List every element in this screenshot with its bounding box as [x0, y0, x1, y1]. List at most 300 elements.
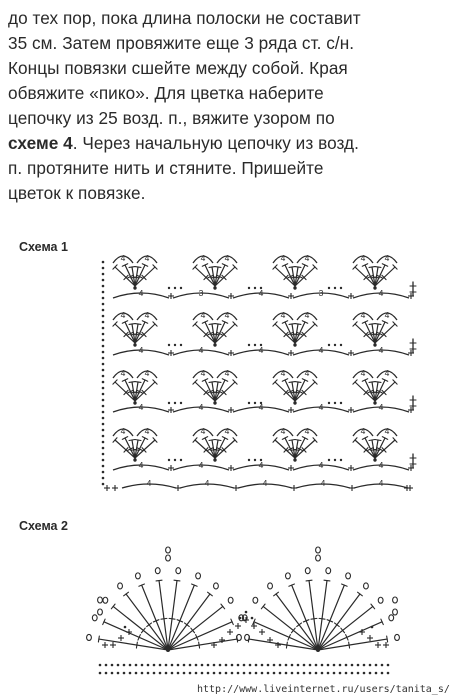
single-crochet-symbol: [375, 642, 381, 648]
fan-count-label: 4: [200, 253, 206, 263]
stitch-topbar: [129, 382, 135, 383]
chain-dot: [124, 626, 127, 629]
foundation-chain-dot: [219, 664, 222, 667]
foundation-chain-dot: [165, 664, 168, 667]
foundation-chain-dot: [141, 672, 144, 675]
fan-base-dot: [293, 343, 296, 346]
picot-chain-symbol: [305, 568, 310, 574]
scheme-2-title: Схема 2: [19, 519, 68, 533]
fan-count-label: 4: [384, 310, 390, 320]
stitch-topbar: [375, 382, 381, 383]
chain-dot: [371, 626, 374, 629]
foundation-chain-dot: [153, 672, 156, 675]
edge-chain-dot: [102, 267, 105, 270]
picot-chain-symbol: [166, 547, 171, 553]
stitch-topbar: [135, 382, 141, 383]
fan-base-dot: [293, 458, 296, 461]
chain-dot: [239, 617, 242, 620]
stitch-topbar: [135, 324, 141, 325]
chain-dot: [180, 402, 182, 404]
fan-count-label: 4: [384, 253, 390, 263]
chain-dot: [334, 459, 336, 461]
fan-base-dot: [213, 286, 216, 289]
chain-arc-label: 4: [258, 460, 264, 470]
stitch-topbar: [369, 267, 375, 268]
chain-dot: [328, 402, 330, 404]
foundation-chain-dot: [345, 672, 348, 675]
chain-dot: [180, 344, 182, 346]
stitch-topbar: [248, 636, 249, 642]
fan-base-dot: [213, 343, 216, 346]
foundation-chain-dot: [357, 664, 360, 667]
chain-arc-label: 4: [378, 460, 384, 470]
fan-base-dot: [316, 648, 320, 652]
foundation-chain-dot: [147, 664, 150, 667]
foundation-chain-dot: [351, 672, 354, 675]
text-line-3: Концы повязки сшейте между собой. Края: [8, 58, 348, 78]
foundation-chain-dot: [195, 672, 198, 675]
edge-chain-dot: [102, 375, 105, 378]
edge-chain-dot: [102, 435, 105, 438]
edge-chain-dot: [102, 303, 105, 306]
chain-dot: [328, 344, 330, 346]
foundation-chain-dot: [213, 664, 216, 667]
foundation-chain-dot: [201, 664, 204, 667]
chain-dot: [328, 287, 330, 289]
stitch-topbar: [215, 440, 221, 441]
chain-arc-label: 4: [258, 288, 264, 298]
chain-dot: [174, 402, 176, 404]
edge-chain-dot: [102, 471, 105, 474]
edge-chain-dot: [102, 429, 105, 432]
foundation-chain-dot: [297, 672, 300, 675]
foundation-chain-dot: [135, 672, 138, 675]
picot-chain-symbol: [286, 573, 291, 579]
chain-dot: [168, 459, 170, 461]
fan-count-label: 4: [304, 368, 310, 378]
text-line-5: цепочку из 25 возд. п., вяжите узором по: [8, 108, 335, 128]
edge-chain-dot: [102, 417, 105, 420]
single-crochet-symbol: [251, 623, 257, 629]
fan-base-dot: [213, 401, 216, 404]
chain-arc-label: 4: [378, 478, 384, 488]
edge-chain-dot: [102, 459, 105, 462]
single-crochet-symbol: [102, 642, 108, 648]
edge-chain-dot: [102, 297, 105, 300]
chain-arc-label: 4: [318, 345, 324, 355]
fan-count-label: 4: [280, 368, 286, 378]
foundation-chain-dot: [123, 664, 126, 667]
picot-chain-symbol: [136, 573, 141, 579]
stitch-topbar: [215, 267, 221, 268]
chain-dot: [180, 459, 182, 461]
chain-arc-label: 4: [198, 345, 204, 355]
edge-chain-dot: [102, 261, 105, 264]
picot-chain-symbol: [346, 573, 351, 579]
fan-count-label: 4: [224, 253, 230, 263]
fan-count-label: 4: [200, 310, 206, 320]
single-crochet-symbol: [259, 629, 265, 635]
stitch-topbar: [387, 636, 388, 642]
fan-base-dot: [293, 286, 296, 289]
text-line-4: обвяжите «пико». Для цветка наберите: [8, 83, 324, 103]
foundation-chain-dot: [267, 672, 270, 675]
stitch-topbar: [369, 324, 375, 325]
foundation-chain-dot: [387, 672, 390, 675]
foundation-chain-dot: [333, 664, 336, 667]
fan-count-label: 4: [144, 253, 150, 263]
foundation-chain-dot: [111, 672, 114, 675]
foundation-chain-dot: [99, 672, 102, 675]
edge-chain-dot: [102, 411, 105, 414]
chain-dot: [245, 611, 248, 614]
stitch-topbar: [375, 324, 381, 325]
foundation-chain-dot: [177, 664, 180, 667]
edge-chain-dot: [102, 399, 105, 402]
foundation-chain-dot: [249, 664, 252, 667]
foundation-chain-dot: [309, 672, 312, 675]
fan-count-label: 4: [360, 426, 366, 436]
stitch-topbar: [289, 324, 295, 325]
edge-chain-dot: [102, 285, 105, 288]
chain-dot: [334, 402, 336, 404]
chain-dot: [168, 402, 170, 404]
foundation-chain-dot: [381, 664, 384, 667]
fan-count-label: 4: [280, 426, 286, 436]
fan-stitch: [249, 639, 318, 650]
fan-base-dot: [133, 286, 136, 289]
stitch-topbar: [209, 324, 215, 325]
foundation-chain-dot: [147, 672, 150, 675]
foundation-chain-dot: [345, 664, 348, 667]
chain-dot: [340, 402, 342, 404]
fan-count-label: 4: [144, 368, 150, 378]
chain-dot: [334, 287, 336, 289]
chain-arc-label: 4: [258, 345, 264, 355]
chain-arc-label: 4: [138, 460, 144, 470]
stitch-topbar: [209, 382, 215, 383]
edge-chain-dot: [102, 315, 105, 318]
foundation-chain-dot: [279, 664, 282, 667]
fan-base-dot: [373, 458, 376, 461]
chain-arc-label: 3: [198, 288, 204, 298]
picot-chain-symbol: [364, 583, 369, 589]
edge-chain-dot: [102, 327, 105, 330]
stitch-topbar: [209, 440, 215, 441]
foundation-chain-dot: [297, 664, 300, 667]
foundation-chain-dot: [255, 664, 258, 667]
single-crochet-symbol: [383, 642, 389, 648]
edge-chain-dot: [102, 279, 105, 282]
edge-chain-dot: [102, 273, 105, 276]
foundation-chain-dot: [99, 664, 102, 667]
edge-chain-dot: [102, 333, 105, 336]
chain-dot: [248, 344, 250, 346]
foundation-chain-dot: [237, 664, 240, 667]
chain-dot: [174, 287, 176, 289]
edge-chain-dot: [102, 339, 105, 342]
foundation-chain-dot: [183, 672, 186, 675]
foundation-chain-dot: [129, 672, 132, 675]
foundation-chain-dot: [105, 664, 108, 667]
stitch-topbar: [289, 267, 295, 268]
fan-base-dot: [373, 343, 376, 346]
single-crochet-symbol: [104, 485, 110, 491]
stitch-crossbar: [136, 642, 137, 648]
fan-count-label: 4: [280, 310, 286, 320]
stitch-crossbar: [286, 642, 287, 648]
single-crochet-symbol: [404, 485, 410, 491]
foundation-chain-dot: [207, 672, 210, 675]
foundation-chain-dot: [375, 672, 378, 675]
picot-chain-symbol: [228, 597, 233, 603]
chain-dot: [248, 402, 250, 404]
edge-chain-dot: [102, 405, 105, 408]
fan-count-label: 4: [120, 368, 126, 378]
foundation-chain-dot: [303, 664, 306, 667]
picot-chain-symbol: [98, 609, 103, 615]
picot-chain-symbol: [92, 615, 97, 621]
picot-chain-symbol: [316, 555, 321, 561]
foundation-chain-dot: [357, 672, 360, 675]
fan-base-dot: [166, 648, 170, 652]
edge-chain-dot: [102, 387, 105, 390]
edge-chain-dot: [102, 357, 105, 360]
edge-chain-dot: [102, 309, 105, 312]
foundation-chain-dot: [327, 672, 330, 675]
chain-dot: [251, 617, 254, 620]
stitch-crossbar: [199, 642, 200, 648]
foundation-chain-dot: [135, 664, 138, 667]
stitch-crossbar: [161, 618, 167, 619]
foundation-chain-dot: [261, 664, 264, 667]
single-crochet-symbol: [110, 642, 116, 648]
foundation-chain-dot: [279, 672, 282, 675]
fan-count-label: 4: [360, 368, 366, 378]
chain-dot: [340, 344, 342, 346]
chain-arc-label: 4: [198, 402, 204, 412]
stitch-topbar: [129, 267, 135, 268]
fan-count-label: 4: [200, 368, 206, 378]
fan-count-label: 4: [200, 426, 206, 436]
picot-chain-symbol: [214, 583, 219, 589]
foundation-chain-dot: [321, 672, 324, 675]
foundation-chain-dot: [123, 672, 126, 675]
foundation-chain-dot: [159, 664, 162, 667]
picot-chain-symbol: [316, 547, 321, 553]
fan-count-label: 4: [384, 368, 390, 378]
single-crochet-symbol: [118, 635, 124, 641]
edge-chain-dot: [102, 453, 105, 456]
foundation-chain-dot: [303, 672, 306, 675]
edge-chain-dot: [102, 447, 105, 450]
edge-chain-dot: [102, 345, 105, 348]
foundation-chain-dot: [117, 672, 120, 675]
picot-chain-symbol: [196, 573, 201, 579]
foundation-chain-dot: [159, 672, 162, 675]
foundation-chain-dot: [225, 664, 228, 667]
stitch-crossbar: [169, 618, 175, 619]
foundation-chain-dot: [201, 672, 204, 675]
foundation-chain-dot: [327, 664, 330, 667]
chain-arc-label: 4: [378, 402, 384, 412]
foundation-chain-dot: [387, 664, 390, 667]
chain-dot: [254, 344, 256, 346]
fan-count-label: 4: [304, 310, 310, 320]
edge-chain-dot: [102, 351, 105, 354]
chain-arc-label: 3: [318, 288, 324, 298]
stitch-topbar: [324, 580, 330, 581]
foundation-chain-dot: [333, 672, 336, 675]
picot-chain-symbol: [326, 568, 331, 574]
foundation-chain-dot: [273, 672, 276, 675]
text-line-6-rest: . Через начальную цепочку из возд.: [72, 133, 359, 153]
stitch-topbar: [369, 382, 375, 383]
foundation-chain-dot: [225, 672, 228, 675]
fan-base-dot: [373, 286, 376, 289]
stitch-topbar: [295, 324, 301, 325]
foundation-chain-dot: [195, 664, 198, 667]
chain-dot: [254, 459, 256, 461]
fan-count-label: 4: [224, 368, 230, 378]
fan-base-dot: [213, 458, 216, 461]
foundation-chain-dot: [171, 672, 174, 675]
stitch-crossbar: [349, 642, 350, 648]
fan-base-dot: [133, 401, 136, 404]
chain-dot: [174, 459, 176, 461]
foundation-chain-dot: [261, 672, 264, 675]
edge-chain-dot: [102, 291, 105, 294]
picot-chain-symbol: [378, 597, 383, 603]
fan-base-dot: [373, 401, 376, 404]
fan-base-dot: [133, 458, 136, 461]
foundation-chain-dot: [369, 664, 372, 667]
chain-dot: [340, 459, 342, 461]
stitch-topbar: [135, 440, 141, 441]
fan-count-label: 4: [224, 310, 230, 320]
chain-arc-label: 4: [198, 460, 204, 470]
edge-chain-dot: [102, 465, 105, 468]
fan-stitch: [168, 639, 237, 650]
foundation-chain-dot: [153, 664, 156, 667]
foundation-chain-dot: [243, 664, 246, 667]
chain-dot: [334, 344, 336, 346]
single-crochet-symbol: [367, 635, 373, 641]
picot-chain-symbol: [103, 597, 108, 603]
picot-chain-symbol: [98, 597, 103, 603]
stitch-topbar: [295, 440, 301, 441]
edge-chain-dot: [102, 321, 105, 324]
watermark-url: http://www.liveinternet.ru/users/tanita_s/: [197, 684, 450, 695]
foundation-chain-dot: [129, 664, 132, 667]
picot-chain-symbol: [166, 555, 171, 561]
foundation-chain-dot: [243, 672, 246, 675]
chain-dot: [168, 344, 170, 346]
foundation-chain-dot: [255, 672, 258, 675]
foundation-chain-dot: [339, 672, 342, 675]
fan-count-label: 4: [384, 426, 390, 436]
fan-count-label: 4: [120, 426, 126, 436]
chain-arc-label: 4: [320, 478, 326, 488]
foundation-chain-dot: [165, 672, 168, 675]
stitch-topbar: [215, 324, 221, 325]
foundation-chain-dot: [285, 672, 288, 675]
fan-count-label: 4: [360, 253, 366, 263]
picot-chain-symbol: [389, 615, 394, 621]
chain-dot: [248, 287, 250, 289]
stitch-topbar: [174, 580, 180, 581]
fan-count-label: 4: [144, 426, 150, 436]
text-line-2: 35 см. Затем провяжите еще 3 ряда ст. с/н.: [8, 33, 355, 53]
foundation-chain-dot: [231, 672, 234, 675]
scheme-1-title: Схема 1: [19, 240, 68, 254]
foundation-chain-dot: [351, 664, 354, 667]
stitch-crossbar: [311, 618, 317, 619]
stitch-topbar: [289, 440, 295, 441]
foundation-chain-dot: [273, 664, 276, 667]
stitch-topbar: [129, 324, 135, 325]
chain-dot: [180, 287, 182, 289]
fan-count-label: 4: [144, 310, 150, 320]
foundation-chain-dot: [321, 664, 324, 667]
foundation-chain-dot: [177, 672, 180, 675]
picot-chain-symbol: [87, 634, 92, 640]
foundation-chain-dot: [249, 672, 252, 675]
single-crochet-symbol: [227, 629, 233, 635]
edge-chain-dot: [102, 441, 105, 444]
stitch-topbar: [295, 382, 301, 383]
stitch-topbar: [375, 440, 381, 441]
stitch-topbar: [375, 267, 381, 268]
foundation-chain-dot: [231, 664, 234, 667]
picot-chain-symbol: [253, 597, 258, 603]
fan-base-dot: [133, 343, 136, 346]
text-line-1: до тех пор, пока длина полоски не составит: [8, 8, 361, 28]
stitch-topbar: [369, 440, 375, 441]
chain-arc-label: 4: [378, 288, 384, 298]
chain-arc-label: 4: [138, 345, 144, 355]
edge-chain-dot: [102, 381, 105, 384]
foundation-chain-dot: [315, 672, 318, 675]
chain-dot: [254, 402, 256, 404]
edge-chain-dot: [102, 483, 105, 486]
stitch-topbar: [156, 580, 162, 581]
picot-chain-symbol: [155, 568, 160, 574]
stitch-topbar: [98, 636, 99, 642]
chain-arc-label: 4: [138, 288, 144, 298]
stitch-topbar: [209, 267, 215, 268]
picot-chain-symbol: [176, 568, 181, 574]
foundation-chain-dot: [111, 664, 114, 667]
chain-arc-label: 4: [378, 345, 384, 355]
foundation-chain-dot: [381, 672, 384, 675]
chain-arc-label: 4: [138, 402, 144, 412]
edge-chain-dot: [102, 363, 105, 366]
stitch-crossbar: [319, 618, 325, 619]
foundation-chain-dot: [285, 664, 288, 667]
text-line-8: цветок к повязке.: [8, 183, 146, 203]
foundation-chain-dot: [309, 664, 312, 667]
single-crochet-symbol: [112, 485, 118, 491]
picot-chain-symbol: [395, 634, 400, 640]
foundation-chain-dot: [117, 664, 120, 667]
foundation-chain-dot: [267, 664, 270, 667]
edge-chain-dot: [102, 423, 105, 426]
fan-count-label: 4: [224, 426, 230, 436]
foundation-chain-dot: [291, 664, 294, 667]
foundation-chain-dot: [237, 672, 240, 675]
foundation-chain-dot: [189, 664, 192, 667]
